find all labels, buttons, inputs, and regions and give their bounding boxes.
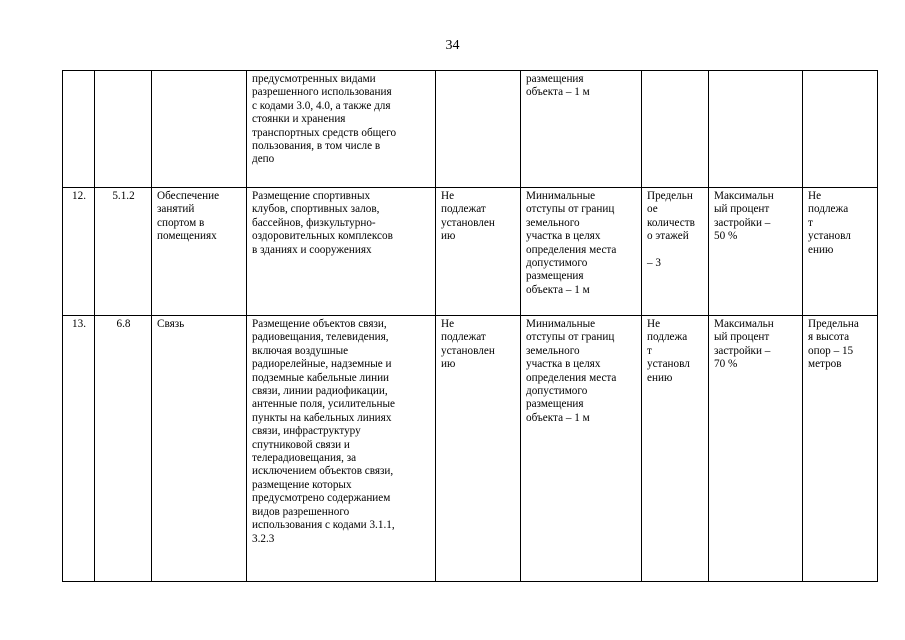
cell-text-line: Размещение спортивных [252,190,371,202]
cell-text-line: Максимальн [714,190,774,202]
cell-text-line: оздоровительных комплексов [252,230,393,243]
row-number-cell [63,71,95,188]
cell-text-line: объекта – 1 м [526,411,590,424]
cell-text-line: т [808,216,813,229]
cell-text-line: допустимого [526,385,588,398]
cell-text-line: радиорелейные, надземные и [252,358,392,371]
cell-text-line: ое [647,203,658,216]
cell-text-line: Не [647,318,661,330]
cell-text-line: 3.2.3 [252,532,275,545]
plot-size-cell [436,188,521,316]
cell-text-line: земельного [526,344,580,357]
cell-text-line: пункты на кабельных линиях [252,411,392,424]
code-cell [95,316,152,582]
cell-text-line: объекта – 1 м [526,283,590,296]
use-name-cell [152,71,247,188]
cell-text-line: участка в целях [526,358,601,371]
use-name-cell [152,316,247,582]
cell-text-line: Максимальн [714,318,774,330]
cell-text-line: Минимальные [526,190,596,202]
cell-text-line: антенные поля, усилительные [252,398,395,411]
plot-size-cell [436,71,521,188]
cell-text-line: стоянки и хранения [252,113,346,126]
cell-text-line: Предельн [647,190,693,202]
code-cell [95,188,152,316]
cell-text-line: разрешенного использования [252,86,392,99]
cell-text-line: отступы от границ [526,331,615,344]
cell-text-line: метров [808,358,842,371]
cell-text: 5.1.2 [112,190,135,202]
cell-text-line: Не [441,318,455,330]
height-cell [803,71,878,188]
cell-text-line: земельного [526,216,580,229]
floors-cell [642,188,709,316]
description-cell [247,188,436,316]
cell-text-line: ый процент [714,203,770,216]
cell-text-line: Минимальные [526,318,596,330]
cell-text-line: Предельна [808,318,859,330]
cell-text-line: установлен [441,216,495,229]
cell-text-line: ию [441,358,456,371]
cell-text-line: т [647,344,652,357]
setbacks-cell [521,71,642,188]
cell-text-line: спутниковой связи и [252,438,350,451]
cell-text-line: связи, линии радиофикации, [252,385,388,398]
table-row [63,316,878,582]
cell-text-line: предусмотрено содержанием [252,492,391,505]
cell-text-line: спортом в [157,216,205,229]
description-cell [247,71,436,188]
setbacks-cell [521,316,642,582]
cell-text-line: подземные кабельные линии [252,371,390,384]
description-cell [247,316,436,582]
cell-text-line: подлежат [441,203,486,216]
cell-text: 12. [72,190,86,202]
cell-text-line: клубов, спортивных залов, [252,203,380,216]
cell-text-line: подлежа [808,203,849,216]
cell-text-line: занятий [157,203,195,216]
cell-text-line: подлежа [647,331,688,344]
cell-text-line: опор – 15 [808,344,854,357]
setbacks-cell [521,188,642,316]
cell-text-line: объекта – 1 м [526,86,590,99]
cell-text-line: телерадиовещания, за [252,452,357,465]
height-cell [803,188,878,316]
cell-text-line: я высота [808,331,850,344]
regulations-table [62,70,878,582]
cell-text-line: пользования, в том числе в [252,140,381,153]
cell-text-line: размещение которых [252,478,352,491]
coverage-cell [709,188,803,316]
cell-text-line: размещения [526,73,584,85]
cell-text-line: о этажей [647,230,689,243]
cell-text-line: помещениях [157,230,217,243]
cell-text-line: транспортных средств общего [252,126,397,139]
cell-text-line: допустимого [526,257,588,270]
cell-text-line: 50 % [714,230,738,243]
cell-text-line: 70 % [714,358,738,371]
coverage-cell [709,71,803,188]
cell-text-line: Не [808,190,822,202]
cell-text-line: в зданиях и сооружениях [252,243,372,256]
table-row [63,71,878,188]
cell-text-line: размещения [526,270,584,283]
page-number: 34 [445,38,460,53]
cell-text-line: предусмотренных видами [252,73,376,85]
cell-text-line: бассейнов, физкультурно- [252,216,376,229]
cell-text-line: видов разрешенного [252,505,350,518]
cell-text-line: Связь [157,318,185,330]
cell-text-line: определения места [526,243,617,256]
code-cell [95,71,152,188]
cell-text: 6.8 [116,318,131,330]
cell-text-line: застройки – [714,216,771,229]
cell-text-line: Размещение объектов связи, [252,318,387,330]
table-row [63,188,878,316]
row-number-cell [63,316,95,582]
cell-text-line: подлежат [441,331,486,344]
cell-text-line: использования с кодами 3.1.1, [252,519,395,532]
cell-text-line: исключением объектов связи, [252,465,394,478]
cell-text-line: связи, инфраструктуру [252,425,361,438]
cell-text-line: участка в целях [526,230,601,243]
floors-cell [642,316,709,582]
cell-text-line: установл [647,358,690,371]
cell-text-line: Не [441,190,455,202]
cell-text-line: отступы от границ [526,203,615,216]
cell-text-line: ию [441,230,456,243]
cell-text-line: установл [808,230,851,243]
cell-text-line: включая воздушные [252,344,349,357]
cell-text-line: размещения [526,398,584,411]
cell-text-line: с кодами 3.0, 4.0, а также для [252,99,391,112]
cell-text-line: ению [647,371,673,384]
height-cell [803,316,878,582]
cell-text-line: застройки – [714,344,771,357]
floors-cell [642,71,709,188]
cell-text-line: определения места [526,371,617,384]
cell-text-line: – 3 [647,256,661,269]
cell-text-line: установлен [441,344,495,357]
use-name-cell [152,188,247,316]
cell-text-line [647,244,704,257]
cell-text-line: Обеспечение [157,190,220,202]
plot-size-cell [436,316,521,582]
coverage-cell [709,316,803,582]
table-body [63,71,878,582]
row-number-cell [63,188,95,316]
cell-text-line: депо [252,153,275,166]
cell-text: 13. [72,318,86,330]
cell-text-line: радиовещания, телевидения, [252,331,389,344]
cell-text-line: ению [808,243,834,256]
cell-text-line: ый процент [714,331,770,344]
cell-text-line: количеств [647,216,695,229]
